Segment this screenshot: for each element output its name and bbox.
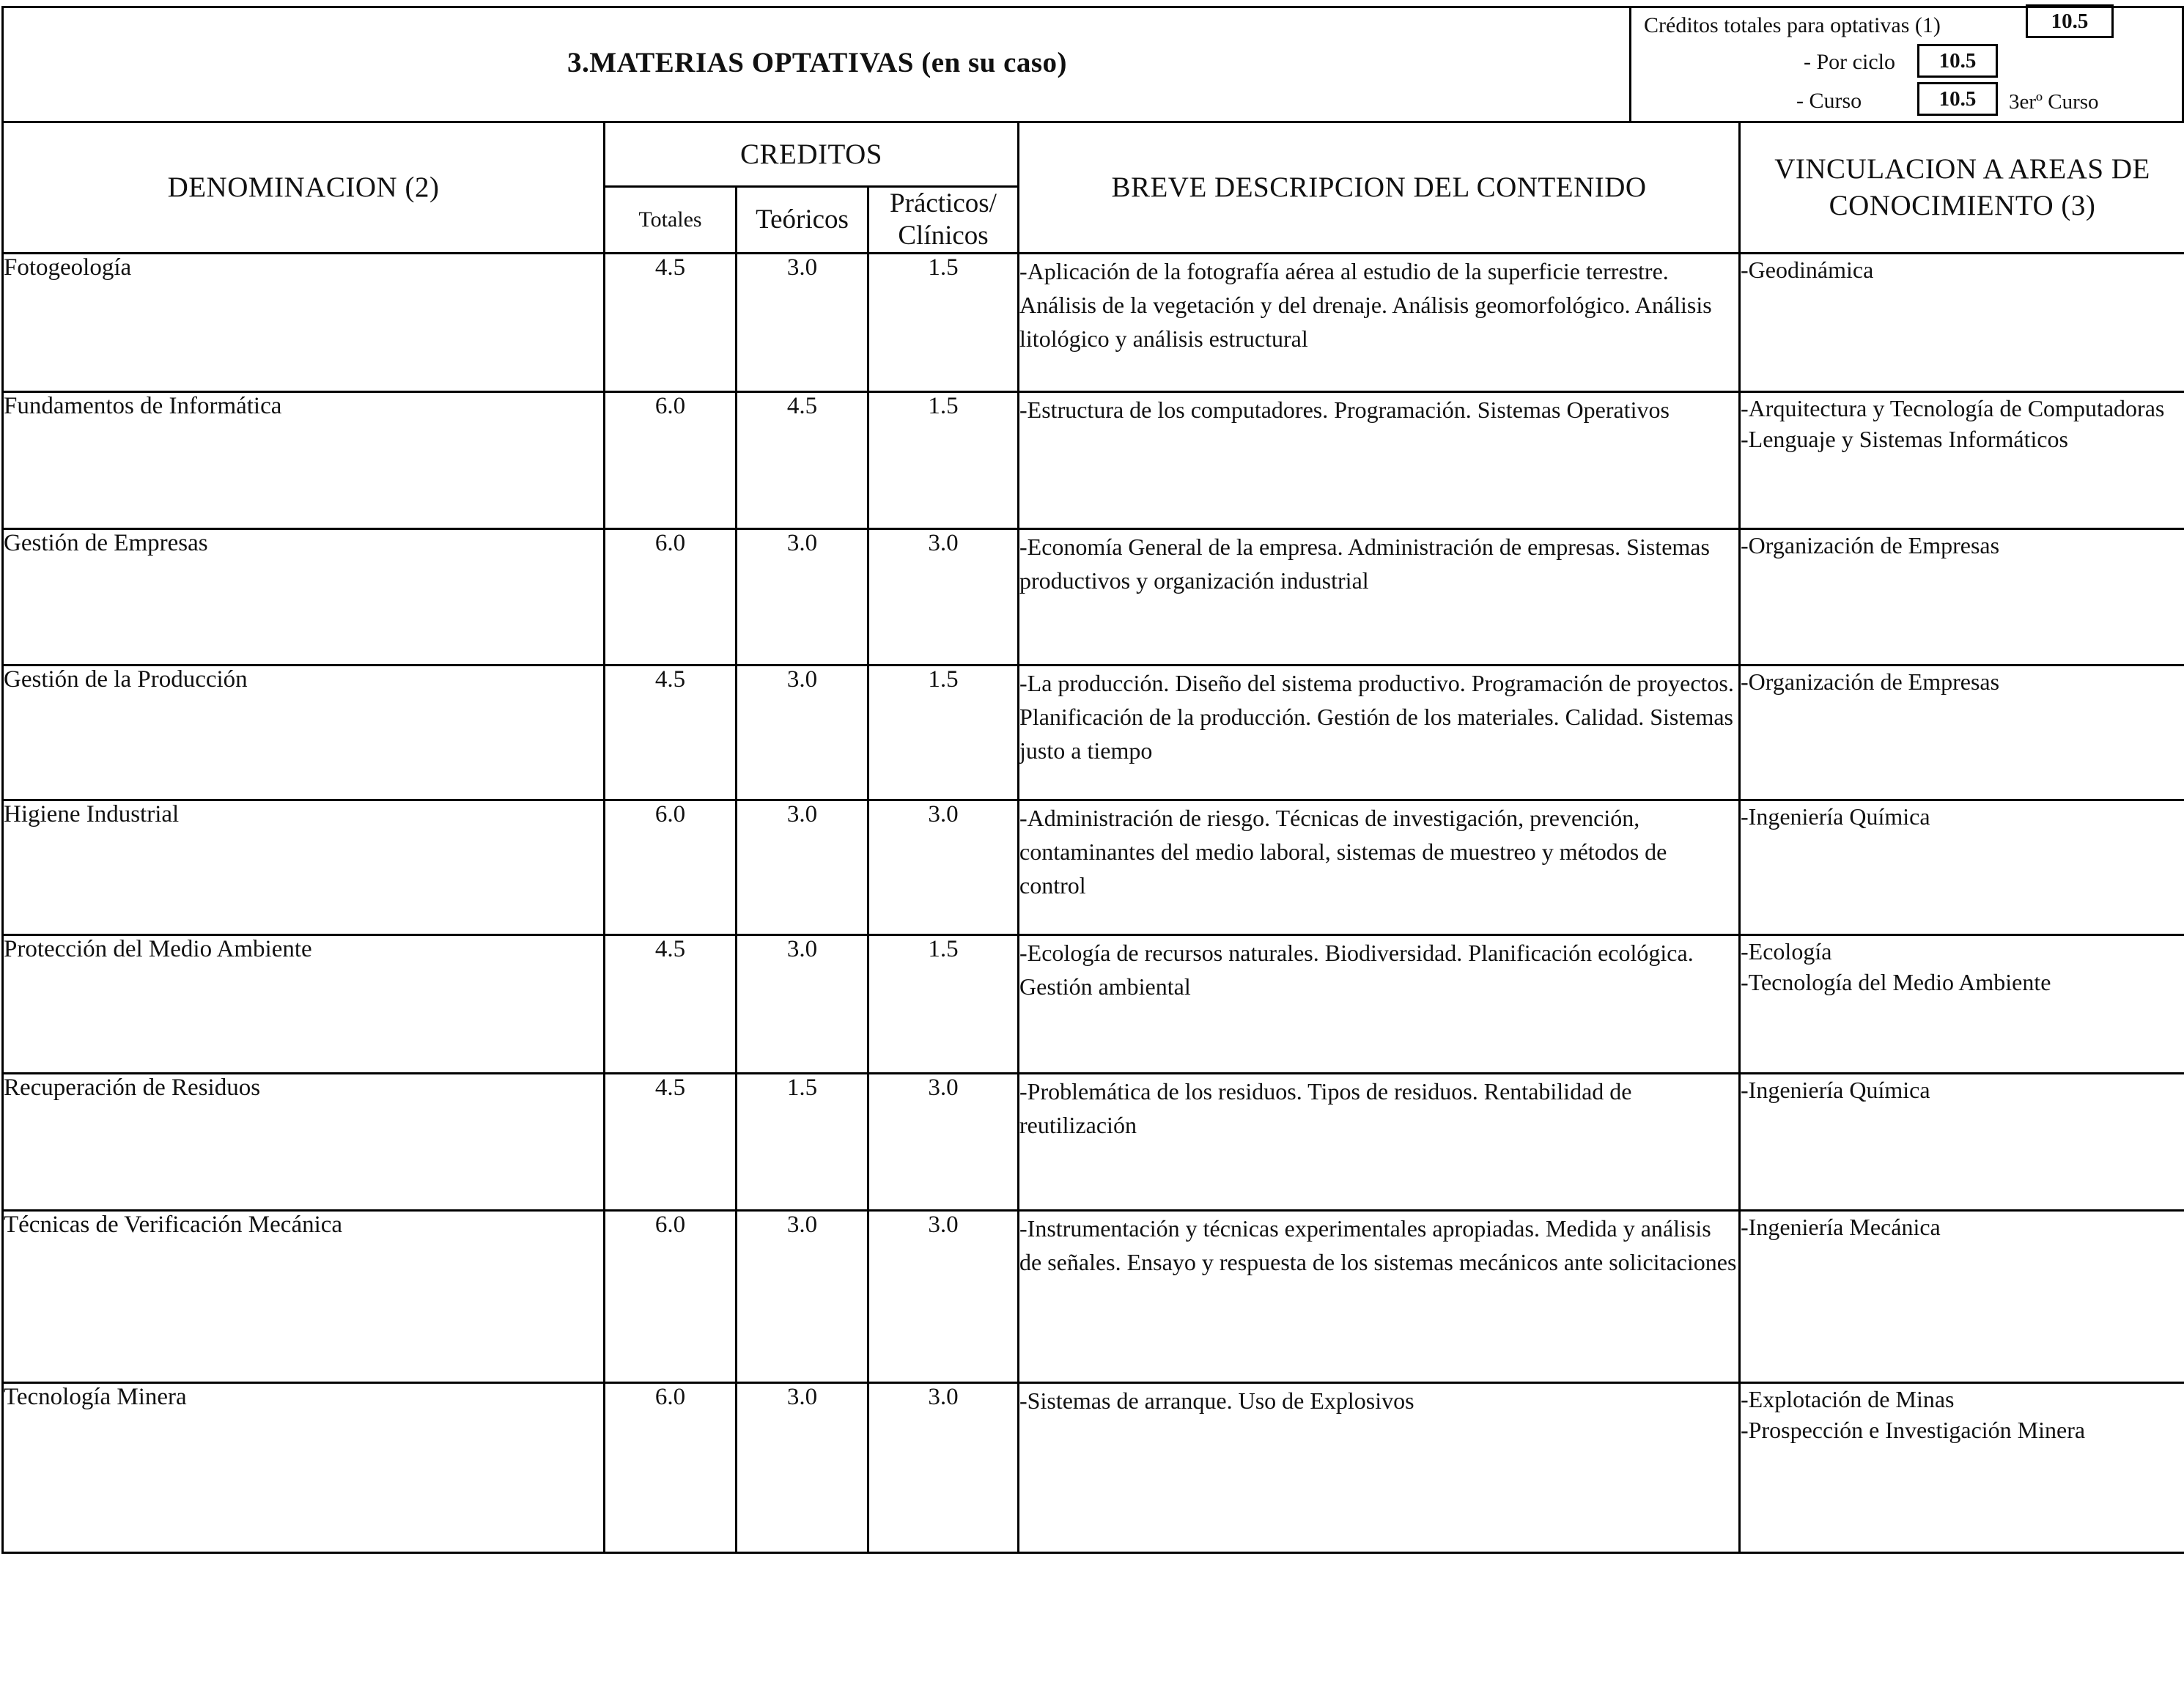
credits-totales: 6.0: [605, 529, 737, 665]
area-item: -Lenguaje y Sistemas Informáticos: [1741, 426, 2068, 452]
table-row: [3, 392, 2184, 529]
subject-areas: [1740, 935, 2184, 1074]
optional-subjects-table: [1, 121, 2184, 1554]
area-item: -Tecnología del Medio Ambiente: [1741, 969, 2051, 995]
subject-areas: [1740, 1383, 2184, 1553]
area-item: -Ingeniería Mecánica: [1741, 1214, 1941, 1240]
column-header-denominacion: DENOMINACION (2): [3, 122, 605, 254]
per-cycle-value: 10.5: [1917, 44, 1998, 78]
table-row: [3, 935, 2184, 1074]
per-cycle-label: - Por ciclo: [1804, 50, 1895, 74]
subject-name: Tecnología Minera: [3, 1383, 605, 1553]
subject-description: -Aplicación de la fotografía aérea al estudio de la superficie terrestre. Análisis de la vegetación y del drenaje. Análisis geomorfológico. Análisis litológico y análisis estructural: [1019, 254, 1740, 392]
credits-practicos: 3.0: [868, 529, 1019, 665]
credits-teoricos: 3.0: [737, 529, 868, 665]
subject-name: Recuperación de Residuos: [3, 1074, 605, 1211]
area-item: -Explotación de Minas: [1741, 1386, 1955, 1412]
column-header-creditos: CREDITOS: [605, 122, 1019, 187]
area-item: -Ingeniería Química: [1741, 803, 1930, 830]
subject-description: -Ecología de recursos naturales. Biodiversidad. Planificación ecológica. Gestión ambiental: [1019, 935, 1740, 1074]
table-row: [3, 1383, 2184, 1553]
credits-practicos: 1.5: [868, 665, 1019, 800]
course-value: 10.5: [1917, 82, 1998, 116]
subject-areas: [1740, 1074, 2184, 1211]
course-note: 3erº Curso: [2009, 90, 2099, 114]
area-item: -Ingeniería Química: [1741, 1077, 1930, 1103]
table-row: [3, 1211, 2184, 1383]
column-header-practicos: Prácticos/ Clínicos: [868, 187, 1019, 254]
table-row: [3, 1074, 2184, 1211]
subject-name: Higiene Industrial: [3, 800, 605, 935]
subject-description: -Sistemas de arranque. Uso de Explosivos: [1019, 1383, 1740, 1553]
table-row: [3, 529, 2184, 665]
subject-areas: [1740, 529, 2184, 665]
credits-practicos: 1.5: [868, 935, 1019, 1074]
credits-totales: 6.0: [605, 392, 737, 529]
area-item: -Prospección e Investigación Minera: [1741, 1417, 2086, 1443]
subject-description: -La producción. Diseño del sistema productivo. Programación de proyectos. Planificación de la producción. Gestión de los materiales. Calidad. Sistemas justo a tiempo: [1019, 665, 1740, 800]
credits-practicos: 3.0: [868, 1383, 1019, 1553]
course-label: - Curso: [1796, 89, 1862, 113]
subject-areas: [1740, 1211, 2184, 1383]
area-item: -Ecología: [1741, 938, 1832, 965]
area-item: -Organización de Empresas: [1741, 532, 2000, 558]
column-header-vinculacion: VINCULACION A AREAS DE CONOCIMIENTO (3): [1740, 122, 2184, 254]
subject-description: -Problemática de los residuos. Tipos de residuos. Rentabilidad de reutilización: [1019, 1074, 1740, 1211]
subject-name: Gestión de la Producción: [3, 665, 605, 800]
area-item: -Organización de Empresas: [1741, 668, 2000, 695]
credits-practicos: 1.5: [868, 392, 1019, 529]
page-title: 3.MATERIAS OPTATIVAS (en su caso): [567, 47, 1068, 78]
credits-teoricos: 3.0: [737, 254, 868, 392]
title-block: [1, 6, 2184, 123]
credits-totales: 4.5: [605, 1074, 737, 1211]
subjects-body: [3, 254, 2184, 1553]
subject-name: Fotogeología: [3, 254, 605, 392]
credits-totales: 6.0: [605, 1383, 737, 1553]
credits-practicos: 3.0: [868, 1074, 1019, 1211]
credits-teoricos: 3.0: [737, 1383, 868, 1553]
table-row: [3, 800, 2184, 935]
subject-name: Protección del Medio Ambiente: [3, 935, 605, 1074]
credits-teoricos: 3.0: [737, 935, 868, 1074]
credits-teoricos: 4.5: [737, 392, 868, 529]
credits-totales: 6.0: [605, 1211, 737, 1383]
credits-totales: 6.0: [605, 800, 737, 935]
column-header-teoricos: Teóricos: [737, 187, 868, 254]
credits-practicos: 3.0: [868, 800, 1019, 935]
column-header-descripcion: BREVE DESCRIPCION DEL CONTENIDO: [1019, 122, 1740, 254]
subject-description: -Administración de riesgo. Técnicas de investigación, prevención, contaminantes del medio laboral, sistemas de muestreo y métodos de control: [1019, 800, 1740, 935]
subject-name: Fundamentos de Informática: [3, 392, 605, 529]
credits-summary-box: [1629, 6, 2184, 123]
subject-description: -Economía General de la empresa. Administración de empresas. Sistemas productivos y organización industrial: [1019, 529, 1740, 665]
header-row-top: [3, 122, 2184, 187]
table-row: [3, 665, 2184, 800]
credits-teoricos: 3.0: [737, 665, 868, 800]
area-item: -Arquitectura y Tecnología de Computadoras: [1741, 395, 2165, 421]
total-credits-value: 10.5: [2026, 4, 2114, 38]
subject-name: Gestión de Empresas: [3, 529, 605, 665]
subject-areas: [1740, 800, 2184, 935]
credits-teoricos: 3.0: [737, 1211, 868, 1383]
credits-teoricos: 1.5: [737, 1074, 868, 1211]
credits-teoricos: 3.0: [737, 800, 868, 935]
credits-totales: 4.5: [605, 935, 737, 1074]
subject-areas: [1740, 254, 2184, 392]
subject-areas: [1740, 392, 2184, 529]
subject-description: -Instrumentación y técnicas experimentales apropiadas. Medida y análisis de señales. Ensayo y respuesta de los sistemas mecánicos ante solicitaciones: [1019, 1211, 1740, 1383]
subject-name: Técnicas de Verificación Mecánica: [3, 1211, 605, 1383]
credits-practicos: 1.5: [868, 254, 1019, 392]
total-credits-label: Créditos totales para optativas (1): [1644, 13, 1941, 37]
column-header-totales: Totales: [605, 187, 737, 254]
credits-totales: 4.5: [605, 665, 737, 800]
area-item: -Geodinámica: [1741, 257, 1874, 283]
subject-areas: [1740, 665, 2184, 800]
table-row: [3, 254, 2184, 392]
credits-totales: 4.5: [605, 254, 737, 392]
subject-description: -Estructura de los computadores. Programación. Sistemas Operativos: [1019, 392, 1740, 529]
credits-practicos: 3.0: [868, 1211, 1019, 1383]
